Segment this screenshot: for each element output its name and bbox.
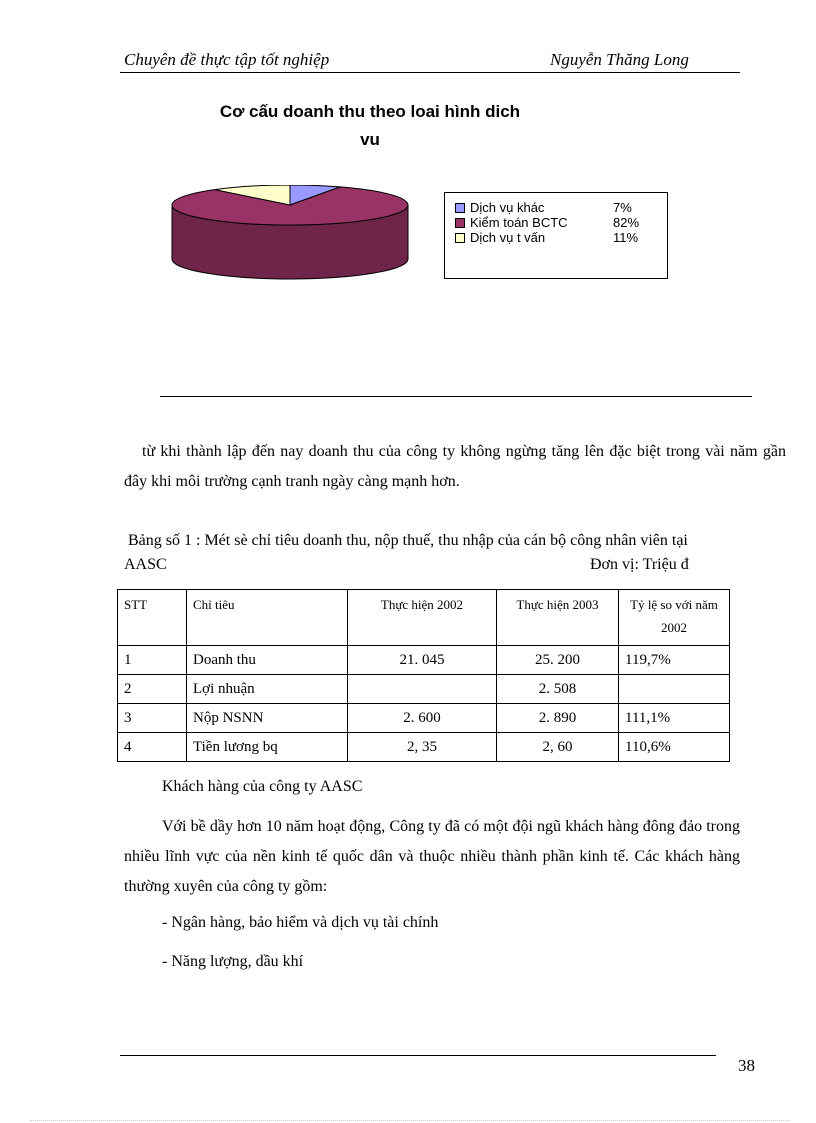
- cell-ratio: 119,7%: [619, 646, 730, 675]
- legend-label: Dịch vụ khác: [470, 200, 545, 215]
- cell-indicator: Tiền lương bq: [187, 733, 348, 762]
- legend-swatch: [455, 233, 465, 243]
- bullet-item: - Năng lượng, dầu khí: [162, 953, 304, 970]
- paragraph-clients: Với bề dầy hơn 10 năm hoạt động, Công ty đã có một đội ngũ khách hàng đông đảo trong nhiều lĩnh vực của nền kinh tế quốc dân và thuộc nhiều thành phần kinh tế. Các khách hàng thường xuyên của công ty gồm:: [124, 818, 740, 895]
- chart-title: [170, 98, 570, 154]
- chart-divider: [160, 396, 752, 397]
- table-caption-cont: AASC: [124, 556, 167, 573]
- chart-legend: [444, 192, 668, 279]
- header-indicator: Chỉ tiêu: [187, 590, 348, 646]
- cell-2002: 21. 045: [348, 646, 497, 675]
- cell-2003: 2. 890: [497, 704, 619, 733]
- unit-label: Đơn vị: Triệu đ: [590, 556, 689, 573]
- cell-stt: 4: [118, 733, 187, 762]
- paragraph-revenue: từ khi thành lập đến nay doanh thu của công ty không ngừng tăng lên đặc biệt trong vài năm gần đây khi môi trường cạnh tranh ngày càng mạnh hơn.: [124, 443, 786, 490]
- legend-percent: 7%: [613, 200, 632, 215]
- table-header-row: [118, 590, 730, 646]
- cell-stt: 3: [118, 704, 187, 733]
- cell-ratio: 111,1%: [619, 704, 730, 733]
- legend-swatch: [455, 218, 465, 228]
- section-heading: Khách hàng của công ty AASC: [162, 778, 363, 795]
- table-row: [118, 733, 730, 762]
- chart-title-line1: Cơ cấu doanh thu theo loai hình dich: [219, 102, 521, 121]
- cell-2002: 2, 35: [348, 733, 497, 762]
- page-edge: [30, 1120, 790, 1121]
- cell-2003: 25. 200: [497, 646, 619, 675]
- pie-chart: [168, 185, 418, 305]
- footer-divider: [120, 1055, 716, 1056]
- cell-indicator: Doanh thu: [187, 646, 348, 675]
- cell-ratio: 110,6%: [619, 733, 730, 762]
- header-divider: [120, 72, 740, 73]
- table-row: [118, 646, 730, 675]
- legend-percent: 11%: [613, 230, 639, 245]
- cell-2002: [348, 675, 497, 704]
- legend-label: Dịch vụ t vấn: [470, 230, 546, 245]
- legend-swatch: [455, 203, 465, 213]
- cell-indicator: Nộp NSNN: [187, 704, 348, 733]
- legend-percent: 82%: [613, 215, 640, 230]
- cell-stt: 1: [118, 646, 187, 675]
- cell-2002: 2. 600: [348, 704, 497, 733]
- header-ratio: Tỷ lệ so với năm 2002: [619, 590, 730, 646]
- table-caption: Bảng số 1 : Mét sè chỉ tiêu doanh thu, nộp thuế, thu nhập của cán bộ công nhân viên tại: [128, 532, 688, 549]
- header-2003: Thực hiện 2003: [497, 590, 619, 646]
- cell-2003: 2. 508: [497, 675, 619, 704]
- data-table: [117, 589, 730, 762]
- table-row: [118, 704, 730, 733]
- cell-2003: 2, 60: [497, 733, 619, 762]
- page-number: 38: [738, 1056, 755, 1075]
- cell-ratio: [619, 675, 730, 704]
- cell-stt: 2: [118, 675, 187, 704]
- cell-indicator: Lợi nhuận: [187, 675, 348, 704]
- chart-title-line2: vu: [360, 130, 380, 149]
- table-caption-row: [124, 556, 704, 574]
- header-stt: STT: [118, 590, 187, 646]
- bullet-item: - Ngân hàng, bảo hiểm và dịch vụ tài chính: [162, 914, 439, 931]
- legend-label: Kiểm toán BCTC: [470, 215, 568, 230]
- header-author: Nguyễn Thăng Long: [550, 50, 689, 69]
- header-2002: Thực hiện 2002: [348, 590, 497, 646]
- header-title: Chuyên đề thực tập tốt nghiệp: [124, 50, 330, 69]
- table-row: [118, 675, 730, 704]
